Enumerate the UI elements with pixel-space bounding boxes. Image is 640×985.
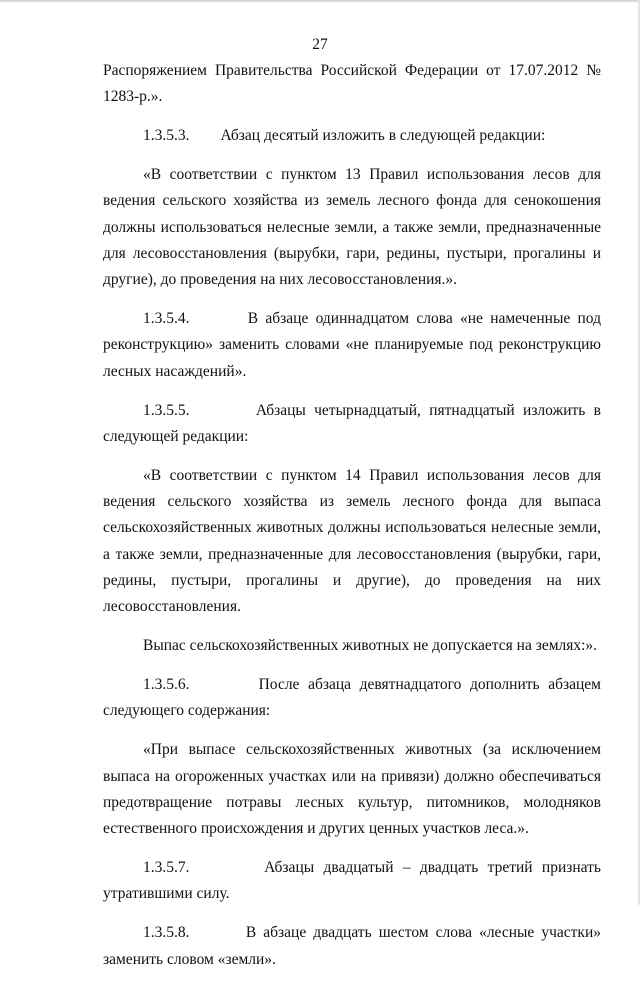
paragraph-item-1-3-5-7: 1.3.5.7. Абзацы двадцатый – двадцать третий признать утратившими силу.	[103, 859, 601, 903]
paragraph-quote-pravila-13: «В соответствии с пунктом 13 Правил использования лесов для ведения сельского хозяйства из земель лесного фонда для сенокошения должны использоваться нелесные земли, а также земли, предназначенные для лесовосстановления (вырубки, гари, редины, пустыри, прогалины и другие), до проведения на них лесовосстановления.».	[103, 166, 601, 289]
paragraph-quote-vypas: Выпас сельскохозяйственных животных не допускается на землях:».	[143, 637, 598, 655]
document-body	[103, 58, 601, 985]
page-number: 27	[312, 36, 328, 53]
paragraph-quote-pravila-14: «В соответствии с пунктом 14 Правил использования лесов для ведения сельского хозяйства из земель лесного фонда для выпаса сельскохозяйственных животных должны использоваться нелесные земли, а также земли, предназначенные для лесовосстановления (вырубки, гари, редины, пустыри, прогалины и другие), до проведения на них лесовосстановления.	[103, 466, 601, 616]
paragraph-quote-pri-vypase: «При выпасе сельскохозяйственных животных (за исключением выпаса на огороженных участках или на привязи) должно обеспечиваться предотвращение потравы лесных культур, питомников, молодняков естественного происхождения и других ценных участков леса.».	[103, 741, 601, 838]
scan-edge-top	[0, 0, 640, 3]
paragraph-continuation: Распоряжением Правительства Российской Федерации от 17.07.2012 № 1283-р.».	[103, 62, 601, 106]
paragraph-item-1-3-5-5: 1.3.5.5. Абзацы четырнадцатый, пятнадцатый изложить в следующей редакции:	[103, 401, 601, 445]
paragraph-item-1-3-5-8: 1.3.5.8. В абзаце двадцать шестом слова «лесные участки» заменить словом «земли».	[103, 924, 601, 968]
paragraph-item-1-3-5-3: 1.3.5.3. Абзац десятый изложить в следующей редакции:	[143, 127, 546, 145]
paragraph-item-1-3-5-4: 1.3.5.4. В абзаце одиннадцатом слова «не намеченные под реконструкцию» заменить словами «не планируемые под реконструкцию лесных насаждений».	[103, 310, 601, 380]
paragraph-item-1-3-5-6: 1.3.5.6. После абзаца девятнадцатого дополнить абзацем следующего содержания:	[103, 676, 601, 720]
